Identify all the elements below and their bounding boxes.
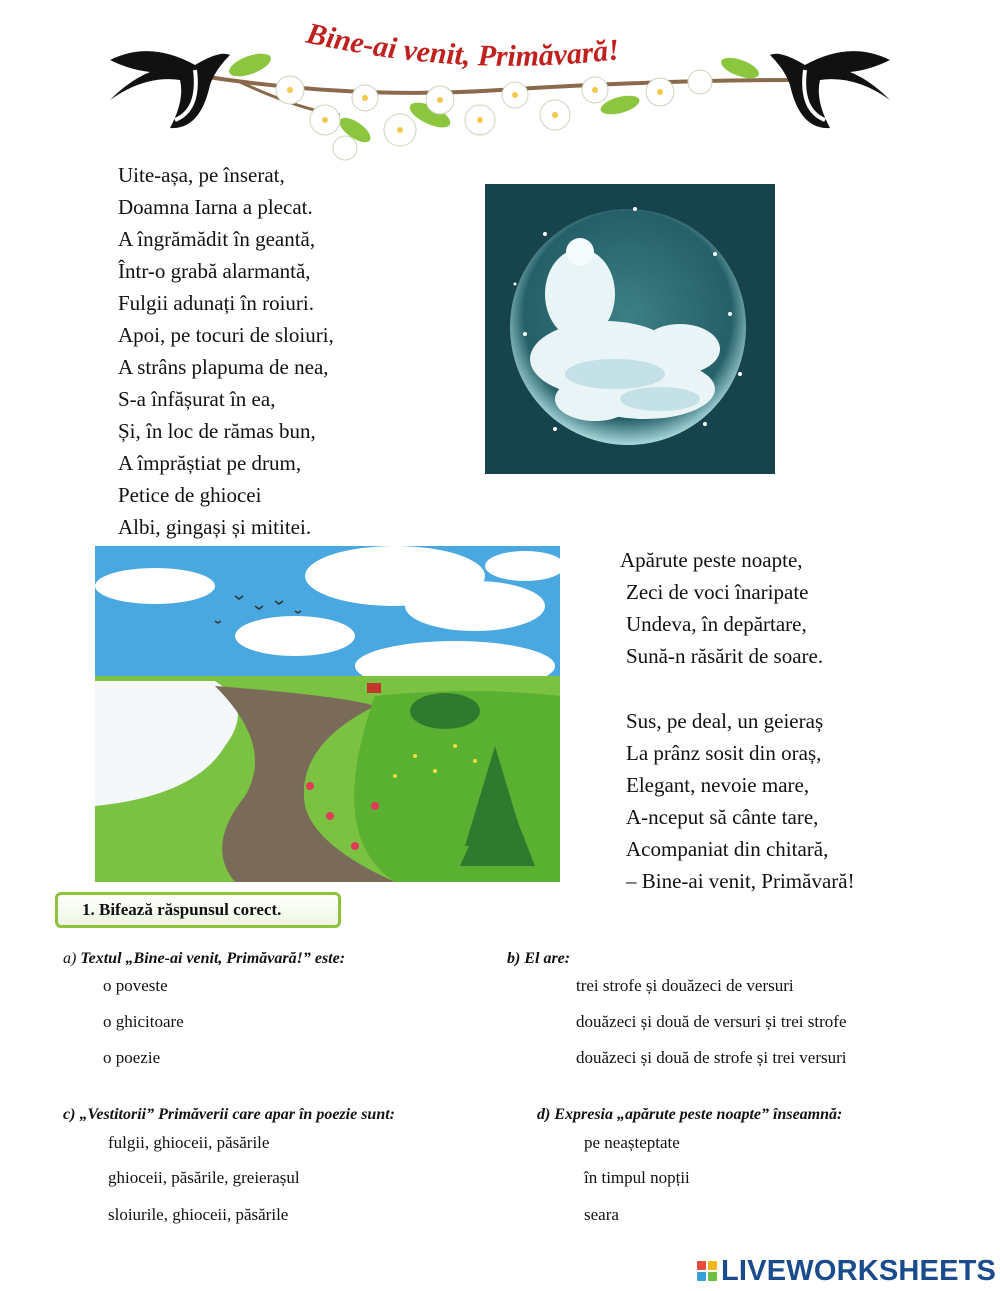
- instruction-box: 1. Bifează răspunsul corect.: [55, 892, 341, 928]
- question-letter: a): [63, 950, 77, 967]
- question-d: [537, 1106, 842, 1124]
- option-b-1[interactable]: trei strofe și douăzeci de versuri: [576, 976, 794, 995]
- option-d-3[interactable]: seara: [584, 1205, 619, 1224]
- swallow-left-icon: [110, 51, 230, 128]
- option-b-3[interactable]: douăzeci și două de strofe și trei versuri: [576, 1048, 847, 1067]
- logo-blocks-icon: [697, 1261, 717, 1281]
- question-letter: b): [507, 950, 521, 967]
- verse-line: Apoi, pe tocuri de sloiuri,: [118, 323, 334, 347]
- option-d-1[interactable]: pe neașteptate: [584, 1133, 680, 1152]
- question-text: Textul „Bine-ai venit, Primăvară!” este:: [76, 950, 346, 967]
- verse-line: A împrăștiat pe drum,: [118, 451, 302, 475]
- option-a-1[interactable]: o poveste: [103, 976, 168, 995]
- svg-text:Bine-ai venit, Primăvară!: [303, 22, 622, 73]
- question-c: [63, 1106, 395, 1124]
- verse-line: Undeva, în depărtare,: [626, 612, 807, 636]
- question-d-prompt: [537, 1106, 842, 1124]
- question-a-prompt: [63, 950, 345, 968]
- liveworksheets-logo[interactable]: [697, 1255, 996, 1287]
- option-c-1[interactable]: fulgii, ghioceii, păsările: [108, 1133, 270, 1152]
- winter-lady-image: [485, 184, 775, 474]
- verse-line: Uite-așa, pe înserat,: [118, 163, 285, 187]
- verse-line: Petice de ghiocei: [118, 483, 262, 507]
- spring-landscape-image: [95, 546, 560, 882]
- page-title-text: Bine-ai venit, Primăvară!: [303, 22, 622, 73]
- poem-stanza-3: [626, 705, 855, 897]
- verse-line: Într-o grabă alarmantă,: [118, 259, 311, 283]
- verse-line: Albi, gingași și mititei.: [118, 515, 312, 539]
- verse-line: Sună-n răsărit de soare.: [626, 644, 824, 668]
- verse-line: A strâns plapuma de nea,: [118, 355, 329, 379]
- verse-line: Elegant, nevoie mare,: [626, 773, 810, 797]
- verse-line: Zeci de voci înaripate: [626, 580, 809, 604]
- verse-line: S-a înfășurat în ea,: [118, 387, 276, 411]
- verse-line: – Bine-ai venit, Primăvară!: [626, 869, 855, 893]
- verse-line: A-nceput să cânte tare,: [626, 805, 819, 829]
- verse-line: Doamna Iarna a plecat.: [118, 195, 313, 219]
- verse-line: Acompaniat din chitară,: [626, 837, 829, 861]
- question-text: Expresia „apărute peste noapte” înseamnă:: [550, 1106, 843, 1123]
- option-b-2[interactable]: douăzeci și două de versuri și trei strofe: [576, 1012, 847, 1031]
- question-c-prompt: [63, 1106, 395, 1124]
- question-a: [63, 950, 345, 968]
- poem-stanza-1: [118, 159, 334, 543]
- verse-line: Sus, pe deal, un geieraș: [626, 709, 824, 733]
- swallow-right-icon: [770, 51, 890, 128]
- question-b: [507, 950, 570, 968]
- question-letter: d): [537, 1106, 551, 1123]
- verse-line: Și, în loc de rămas bun,: [118, 419, 316, 443]
- question-text: El are:: [520, 950, 571, 967]
- verse-line: La prânz sosit din oraș,: [626, 741, 822, 765]
- option-a-3[interactable]: o poezie: [103, 1048, 161, 1067]
- option-d-2[interactable]: în timpul nopții: [584, 1168, 690, 1187]
- verse-line: Fulgii adunați în roiuri.: [118, 291, 314, 315]
- verse-line: A îngrămădit în geantă,: [118, 227, 316, 251]
- page-title: [300, 22, 740, 82]
- poem-stanza-2: [620, 544, 823, 672]
- question-b-prompt: [507, 950, 570, 968]
- question-text: „Vestitorii” Primăverii care apar în poezie sunt:: [75, 1106, 395, 1123]
- logo-text: LIVEWORKSHEETS: [721, 1254, 997, 1287]
- option-a-2[interactable]: o ghicitoare: [103, 1012, 184, 1031]
- option-c-2[interactable]: ghioceii, păsările, greierașul: [108, 1168, 300, 1187]
- verse-line: Apărute peste noapte,: [620, 548, 803, 572]
- question-letter: c): [63, 1106, 76, 1123]
- option-c-3[interactable]: sloiurile, ghioceii, păsările: [108, 1205, 289, 1224]
